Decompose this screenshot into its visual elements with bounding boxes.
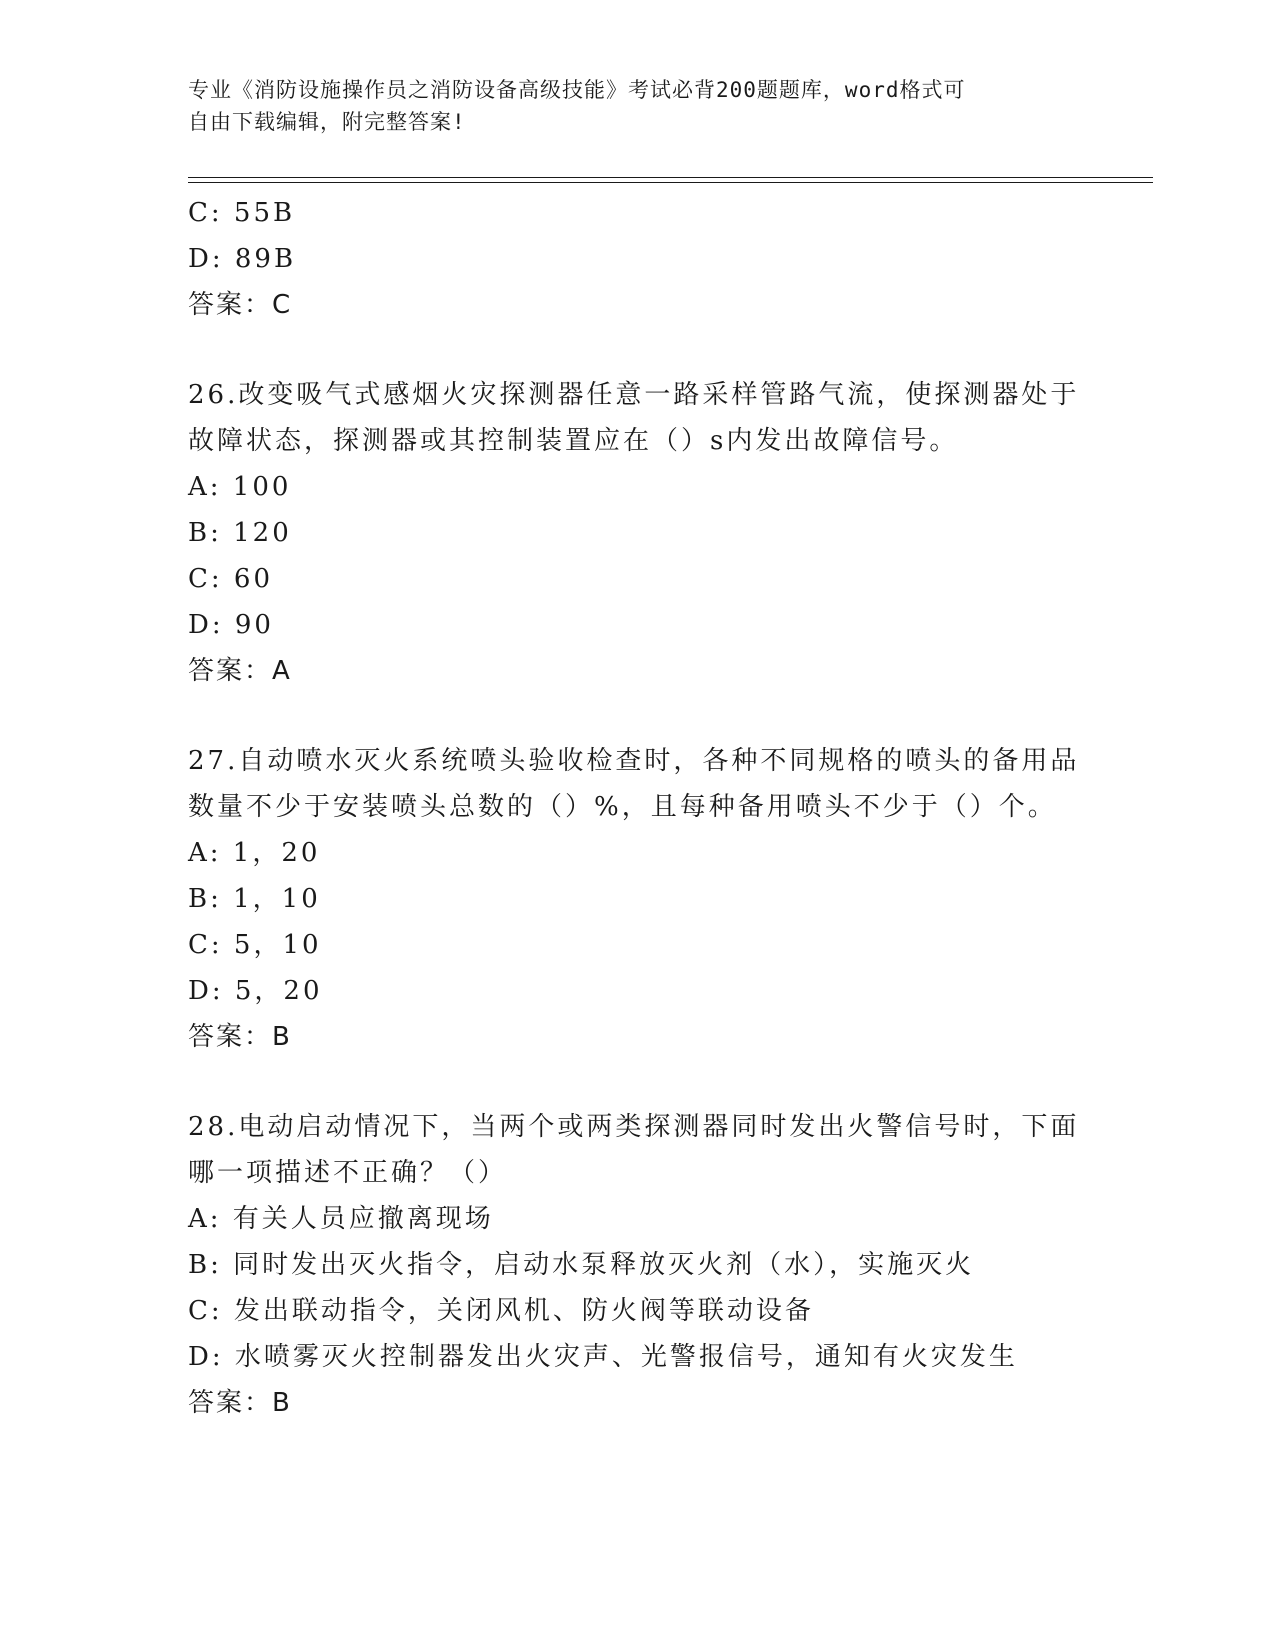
answer-line: 答案：C <box>188 290 293 320</box>
question-text-line: 故障状态，探测器或其控制装置应在（）s内发出故障信号。 <box>188 426 959 456</box>
option-b: B: 同时发出灭火指令，启动水泵释放灭火剂（水），实施灭火 <box>188 1250 975 1280</box>
question-text-line: 数量不少于安装喷头总数的（）%，且每种备用喷头不少于（）个。 <box>188 792 1057 822</box>
option-d: D: 89B <box>188 244 297 274</box>
question-content <box>188 190 1108 1426</box>
answer-line: 答案：B <box>188 1022 292 1052</box>
option-d: D: 90 <box>188 610 274 640</box>
question-27 <box>188 738 1108 1060</box>
previous-question-tail <box>188 190 1108 328</box>
option-c: C: 5，10 <box>188 930 322 960</box>
option-c: C: 60 <box>188 564 274 594</box>
answer-line: 答案：B <box>188 1388 292 1418</box>
answer-line: 答案：A <box>188 656 292 686</box>
option-d: D: 水喷雾灭火控制器发出火灾声、光警报信号，通知有火灾发生 <box>188 1342 1018 1372</box>
header-rule-top <box>188 177 1153 178</box>
question-text-line: 27.自动喷水灭火系统喷头验收检查时，各种不同规格的喷头的备用品 <box>188 746 1080 776</box>
option-a: A: 1，20 <box>188 838 321 868</box>
option-a: A: 100 <box>188 472 292 502</box>
header-line-2: 自由下载编辑，附完整答案! <box>188 110 466 134</box>
header-line-1: 专业《消防设施操作员之消防设备高级技能》考试必背200题题库，word格式可 <box>188 78 966 102</box>
header-rule-bottom <box>188 182 1153 183</box>
document-header <box>188 74 1078 138</box>
question-text-line: 28.电动启动情况下，当两个或两类探测器同时发出火警信号时，下面 <box>188 1112 1080 1142</box>
question-26 <box>188 372 1108 694</box>
question-text-line: 哪一项描述不正确？（） <box>188 1158 508 1188</box>
question-28 <box>188 1104 1108 1426</box>
option-a: A: 有关人员应撤离现场 <box>188 1204 494 1234</box>
option-b: B: 120 <box>188 518 292 548</box>
question-text-line: 26.改变吸气式感烟火灾探测器任意一路采样管路气流，使探测器处于 <box>188 380 1080 410</box>
option-c: C: 发出联动指令，关闭风机、防火阀等联动设备 <box>188 1296 814 1326</box>
option-b: B: 1，10 <box>188 884 321 914</box>
option-d: D: 5，20 <box>188 976 323 1006</box>
option-c: C: 55B <box>188 198 296 228</box>
